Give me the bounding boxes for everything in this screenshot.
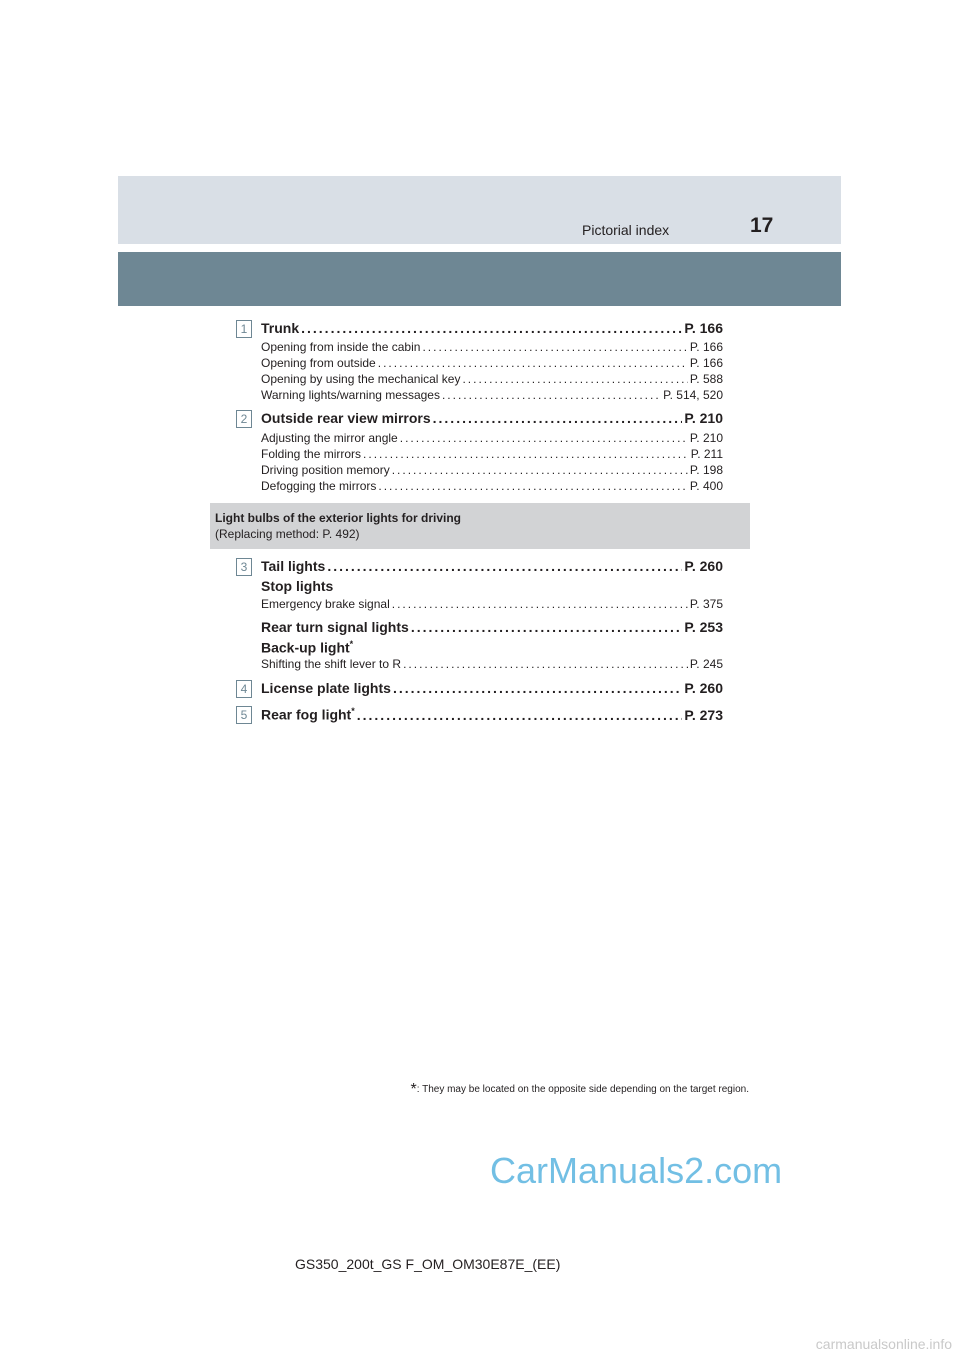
entry-label: Opening by using the mechanical key [261, 372, 461, 386]
leader-dots [392, 597, 688, 611]
entry-label: Trunk [261, 320, 300, 336]
leader-dots [301, 320, 682, 336]
entry-label: Back-up light [261, 639, 350, 656]
leader-dots [403, 657, 688, 671]
leader-dots [400, 431, 688, 445]
index-subentry[interactable] [261, 597, 723, 611]
footnote-text: : They may be located on the opposite side depending on the target region. [416, 1084, 749, 1095]
index-entry-outside-mirrors[interactable] [261, 410, 723, 426]
entry-page: P. 166 [689, 340, 723, 354]
asterisk-mark: * [349, 639, 354, 649]
entry-label: Shifting the shift lever to R [261, 657, 402, 671]
leader-dots [411, 619, 683, 635]
entry-page: P. 400 [689, 479, 723, 493]
entry-page: P. 514, 520 [663, 388, 723, 402]
index-subentry[interactable] [261, 657, 723, 671]
entry-page: P. 210 [684, 410, 723, 426]
leader-dots [357, 707, 683, 723]
callout-number-3: 3 [236, 558, 252, 576]
header-band [118, 176, 841, 244]
index-entry-rear-fog-light[interactable] [261, 706, 723, 723]
index-entry-license-plate[interactable] [261, 680, 723, 696]
callout-number-4: 4 [236, 680, 252, 698]
entry-label: Rear turn signal lights [261, 619, 409, 635]
entry-label: Adjusting the mirror angle [261, 431, 398, 445]
entry-label: Warning lights/warning messages [261, 388, 440, 402]
entry-label: Outside rear view mirrors [261, 410, 431, 426]
index-subentry[interactable] [261, 372, 723, 386]
entry-page: P. 245 [689, 657, 723, 671]
entry-label: Opening from outside [261, 356, 376, 370]
entry-label: Driving position memory [261, 463, 390, 477]
index-entry-stop-lights[interactable]: Stop lights [261, 578, 334, 594]
leader-dots [378, 479, 687, 493]
callout-number-5: 5 [236, 706, 252, 724]
entry-page: P. 260 [684, 558, 723, 574]
entry-label: Tail lights [261, 558, 326, 574]
asterisk-mark: * [410, 1081, 417, 1098]
leader-dots [433, 410, 683, 426]
entry-page: P. 198 [689, 463, 723, 477]
entry-label: Folding the mirrors [261, 447, 362, 461]
leader-dots [363, 447, 689, 461]
index-subentry[interactable] [261, 463, 723, 477]
entry-page: P. 260 [684, 680, 723, 696]
entry-page: P. 253 [684, 619, 723, 635]
entry-page: P. 166 [684, 320, 723, 336]
entry-page: P. 210 [689, 431, 723, 445]
page-number: 17 [750, 214, 774, 237]
index-entry-rear-turn-signal[interactable] [261, 619, 723, 635]
entry-page: P. 588 [689, 372, 723, 386]
entry-label [261, 706, 355, 723]
section-title-bar [118, 252, 841, 306]
entry-label: Emergency brake signal [261, 597, 390, 611]
callout-number-1: 1 [236, 320, 252, 338]
leader-dots [462, 372, 687, 386]
watermark-logo: CarManuals2.com [490, 1150, 783, 1191]
entry-page: P. 211 [690, 447, 723, 461]
leader-dots [442, 388, 661, 402]
index-subentry[interactable] [261, 388, 723, 402]
entry-page: P. 166 [689, 356, 723, 370]
bottom-watermark: carmanualsonline.info [815, 1336, 952, 1352]
callout-number-2: 2 [236, 410, 252, 428]
note-box [210, 503, 750, 549]
header-title: Pictorial index [582, 222, 670, 238]
entry-page: P. 375 [689, 597, 723, 611]
note-subtitle: (Replacing method: P. 492) [215, 527, 360, 541]
entry-page: P. 273 [684, 706, 723, 723]
index-subentry[interactable] [261, 356, 723, 370]
leader-dots [378, 356, 688, 370]
note-title: Light bulbs of the exterior lights for driving [215, 511, 461, 525]
entry-label-text: Rear fog light [261, 706, 352, 723]
index-entry-tail-lights[interactable] [261, 558, 723, 574]
entry-label: Opening from inside the cabin [261, 340, 421, 354]
index-entry-trunk[interactable] [261, 320, 723, 336]
leader-dots [392, 463, 688, 477]
leader-dots [422, 340, 687, 354]
index-subentry[interactable] [261, 340, 723, 354]
asterisk-mark: * [351, 706, 355, 716]
leader-dots [393, 680, 682, 696]
entry-label: License plate lights [261, 680, 391, 696]
index-subentry[interactable] [261, 447, 723, 461]
entry-label: Defogging the mirrors [261, 479, 377, 493]
footer-document-code: GS350_200t_GS F_OM_OM30E87E_(EE) [295, 1256, 561, 1272]
leader-dots [327, 558, 682, 574]
index-subentry[interactable] [261, 431, 723, 445]
index-subentry[interactable] [261, 479, 723, 493]
footnote [410, 1081, 749, 1099]
index-entry-back-up-light[interactable] [261, 639, 353, 656]
